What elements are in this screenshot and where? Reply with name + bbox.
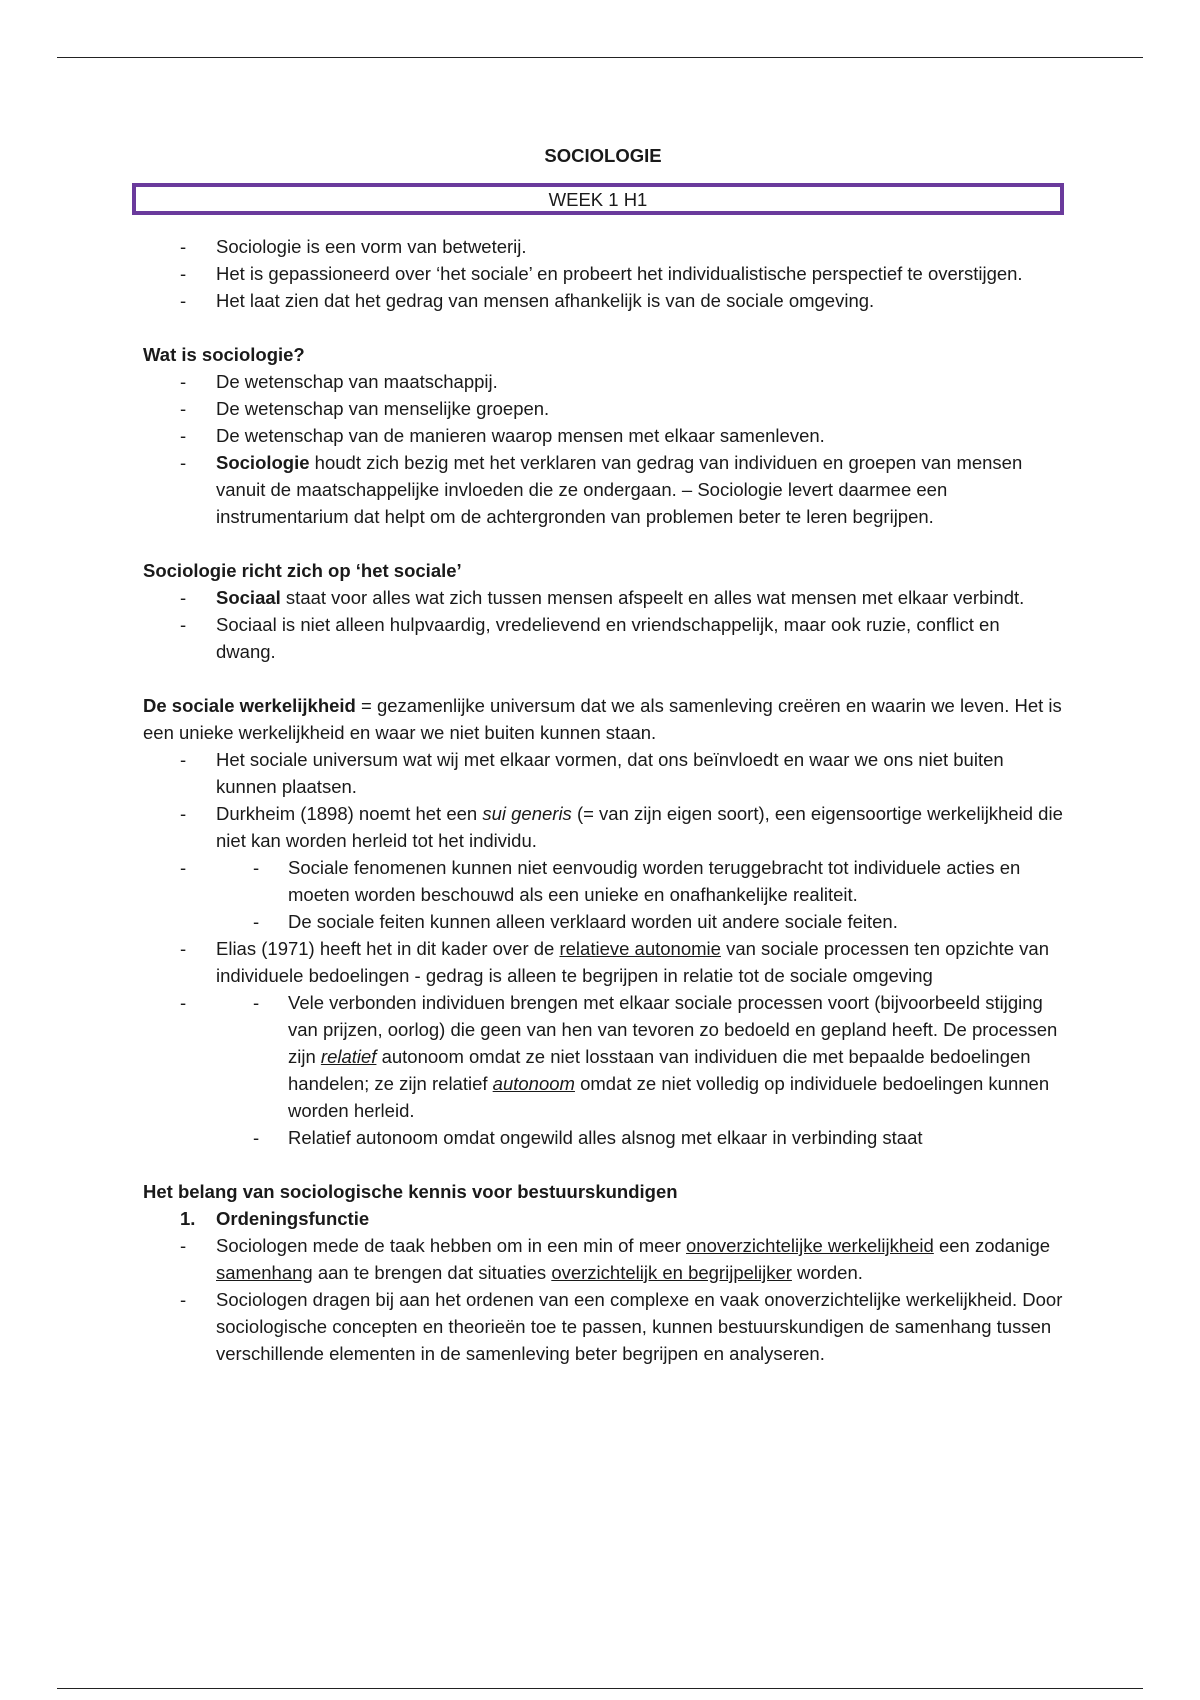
intro-list [143,233,1063,314]
importance-list [143,1232,1063,1367]
list-item: - Sociologen dragen bij aan het ordenen van een complexe en vaak onoverzichtelijke werkelijkheid. Door sociologische concepten en theorieën toe te passen, kunnen bestuurskundigen de samenhang tussen verschillende elementen in de samenleving beter begrijpen en analyseren. [143,1286,1063,1367]
list-item: - - Vele verbonden individuen brengen met elkaar sociale processen voort (bijvoorbeeld stijging van prijzen, oorlog) die geen van hen van tevoren zo bedoeld en gepland heeft. De processen zijn relatief autonoom omdat ze niet losstaan van individuen die met bepaalde bedoelingen handelen; ze zijn relatief autonoom omdat ze niet volledig op individuele bedoelingen kunnen worden herleid. [143,989,1063,1124]
document-body [143,142,1063,1367]
list-item: - Het laat zien dat het gedrag van mensen afhankelijk is van de sociale omgeving. [143,287,1063,314]
footer-rule [57,1688,1143,1689]
sub-list-wrapper [143,989,1063,1151]
bold-term: Sociaal [216,587,281,608]
list-item: - Sociaal staat voor alles wat zich tussen mensen afspeelt en alles wat mensen met elkaar verbindt. [143,584,1063,611]
elias-sublist [143,989,1063,1151]
sub-list-wrapper [143,854,1063,935]
list-item: - Durkheim (1898) noemt het een sui generis (= van zijn eigen soort), een eigensoortige werkelijkheid die niet kan worden herleid tot het individu. [143,800,1063,854]
list-item: - Het sociale universum wat wij met elkaar vormen, dat ons beïnvloedt en waar we ons niet buiten kunnen plaatsen. [143,746,1063,800]
list-item: - Het is gepassioneerd over ‘het sociale’ en probeert het individualistische perspectief te overstijgen. [143,260,1063,287]
header-rule [57,57,1143,58]
social-list [143,584,1063,665]
list-item: - Sociologen mede de taak hebben om in een min of meer onoverzichtelijke werkelijkheid een zodanige samenhang aan te brengen dat situaties overzichtelijk en begrijpelijker worden. [143,1232,1063,1286]
list-item: - Sociaal is niet alleen hulpvaardig, vredelievend en vriendschappelijk, maar ook ruzie, conflict en dwang. [143,611,1063,665]
section-heading-social: Sociologie richt zich op ‘het sociale’ [143,560,462,581]
numbered-heading: 1. Ordeningsfunctie [180,1208,370,1229]
what-list [143,368,1063,530]
list-item: - - Sociale fenomenen kunnen niet eenvoudig worden teruggebracht tot individuele acties en moeten worden beschouwd als een unieke en onafhankelijke realiteit. [143,854,1063,908]
bold-term: De sociale werkelijkheid [143,695,356,716]
list-item: - Elias (1971) heeft het in dit kader over de relatieve autonomie van sociale processen ten opzichte van individuele bedoelingen - gedrag is alleen te begrijpen in relatie tot de sociale omgeving [143,935,1063,989]
section-heading-importance: Het belang van sociologische kennis voor bestuurskundigen [143,1181,678,1202]
list-item: - Sociologie is een vorm van betweterij. [143,233,1063,260]
list-item: - Relatief autonoom omdat ongewild alles alsnog met elkaar in verbinding staat [143,1124,1063,1151]
bold-term: Sociologie [216,452,310,473]
reality-list [143,746,1063,1151]
reality-definition: De sociale werkelijkheid = gezamenlijke universum dat we als samenleving creëren en waarin we leven. Het is een unieke werkelijkheid en waar we niet buiten kunnen staan. [143,695,1062,743]
week-heading-box: WEEK 1 H1 [132,183,1064,215]
list-item: - De wetenschap van maatschappij. [143,368,1063,395]
list-item: - Sociologie houdt zich bezig met het verklaren van gedrag van individuen en groepen van mensen vanuit de maatschappelijke invloeden die ze ondergaan. – Sociologie levert daarmee een instrumentarium dat helpt om de achtergronden van problemen beter te leren begrijpen. [143,449,1063,530]
list-item: - De wetenschap van de manieren waarop mensen met elkaar samenleven. [143,422,1063,449]
list-item: - De wetenschap van menselijke groepen. [143,395,1063,422]
section-heading-what: Wat is sociologie? [143,344,305,365]
durkheim-sublist [143,854,1063,935]
list-item: - De sociale feiten kunnen alleen verklaard worden uit andere sociale feiten. [143,908,1063,935]
document-title: SOCIOLOGIE [544,145,662,166]
